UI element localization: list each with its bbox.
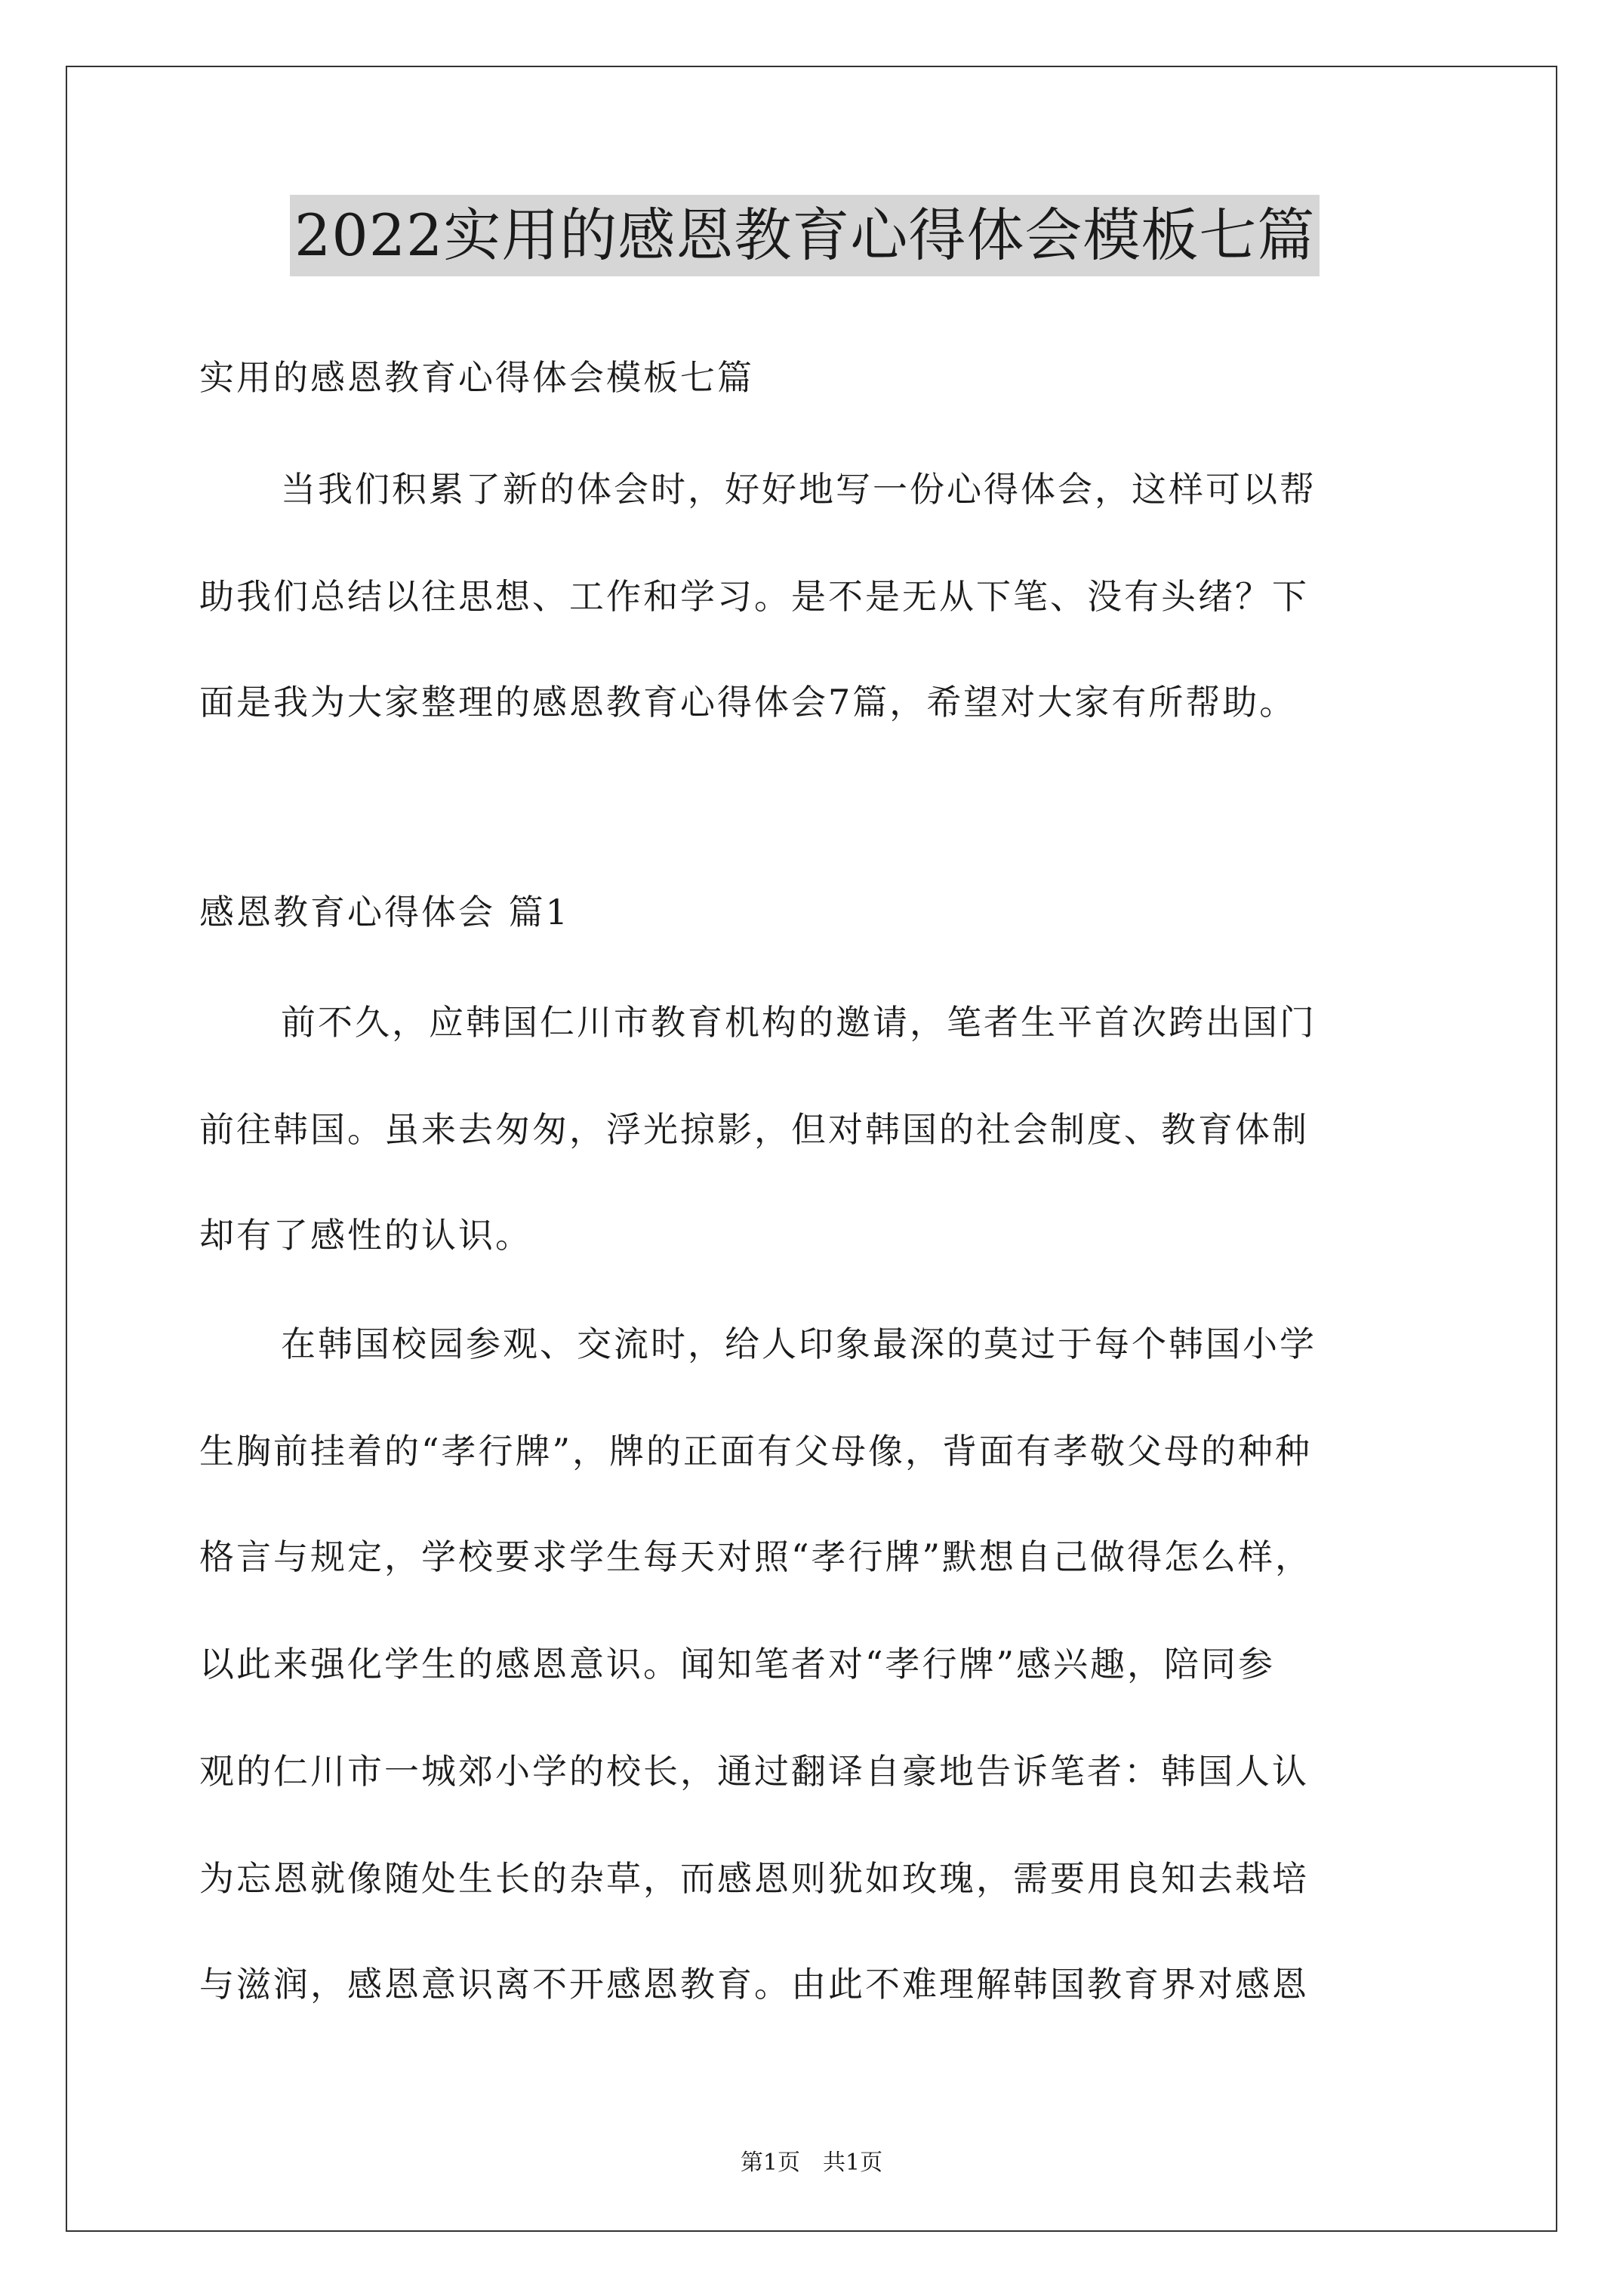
document-title: 2022实用的感恩教育心得体会模板七篇 xyxy=(290,195,1320,276)
paragraph2-line-5: 观的仁川市一城郊小学的校长，通过翻译自豪地告诉笔者：韩国人认 xyxy=(199,1751,1309,1792)
intro-line-2: 助我们总结以往思想、工作和学习。是不是无从下笔、没有头绪？下 xyxy=(199,576,1309,617)
paragraph1-line-3: 却有了感性的认识。 xyxy=(199,1215,532,1256)
document-subtitle: 实用的感恩教育心得体会模板七篇 xyxy=(199,357,754,398)
intro-line-1: 当我们积累了新的体会时，好好地写一份心得体会，这样可以帮 xyxy=(281,469,1317,510)
page-number-footer: 第1页 共1页 xyxy=(740,2150,883,2176)
paragraph2-line-3: 格言与规定，学校要求学生每天对照“孝行牌”默想自己做得怎么样， xyxy=(199,1536,1313,1577)
section-heading: 感恩教育心得体会 篇1 xyxy=(199,892,570,932)
intro-line-3: 面是我为大家整理的感恩教育心得体会7篇，希望对大家有所帮助。 xyxy=(199,682,1297,723)
paragraph1-line-2: 前往韩国。虽来去匆匆，浮光掠影，但对韩国的社会制度、教育体制 xyxy=(199,1109,1309,1150)
paragraph2-line-1: 在韩国校园参观、交流时，给人印象最深的莫过于每个韩国小学 xyxy=(281,1324,1317,1364)
paragraph2-line-4: 以此来强化学生的感恩意识。闻知笔者对“孝行牌”感兴趣，陪同参 xyxy=(199,1644,1276,1684)
paragraph2-line-6: 为忘恩就像随处生长的杂草，而感恩则犹如玫瑰，需要用良知去栽培 xyxy=(199,1858,1309,1899)
paragraph1-line-1: 前不久，应韩国仁川市教育机构的邀请，笔者生平首次跨出国门 xyxy=(281,1002,1317,1043)
paragraph2-line-7: 与滋润，感恩意识离不开感恩教育。由此不难理解韩国教育界对感恩 xyxy=(199,1964,1309,2005)
paragraph2-line-2: 生胸前挂着的“孝行牌”，牌的正面有父母像，背面有孝敬父母的种种 xyxy=(199,1431,1313,1472)
